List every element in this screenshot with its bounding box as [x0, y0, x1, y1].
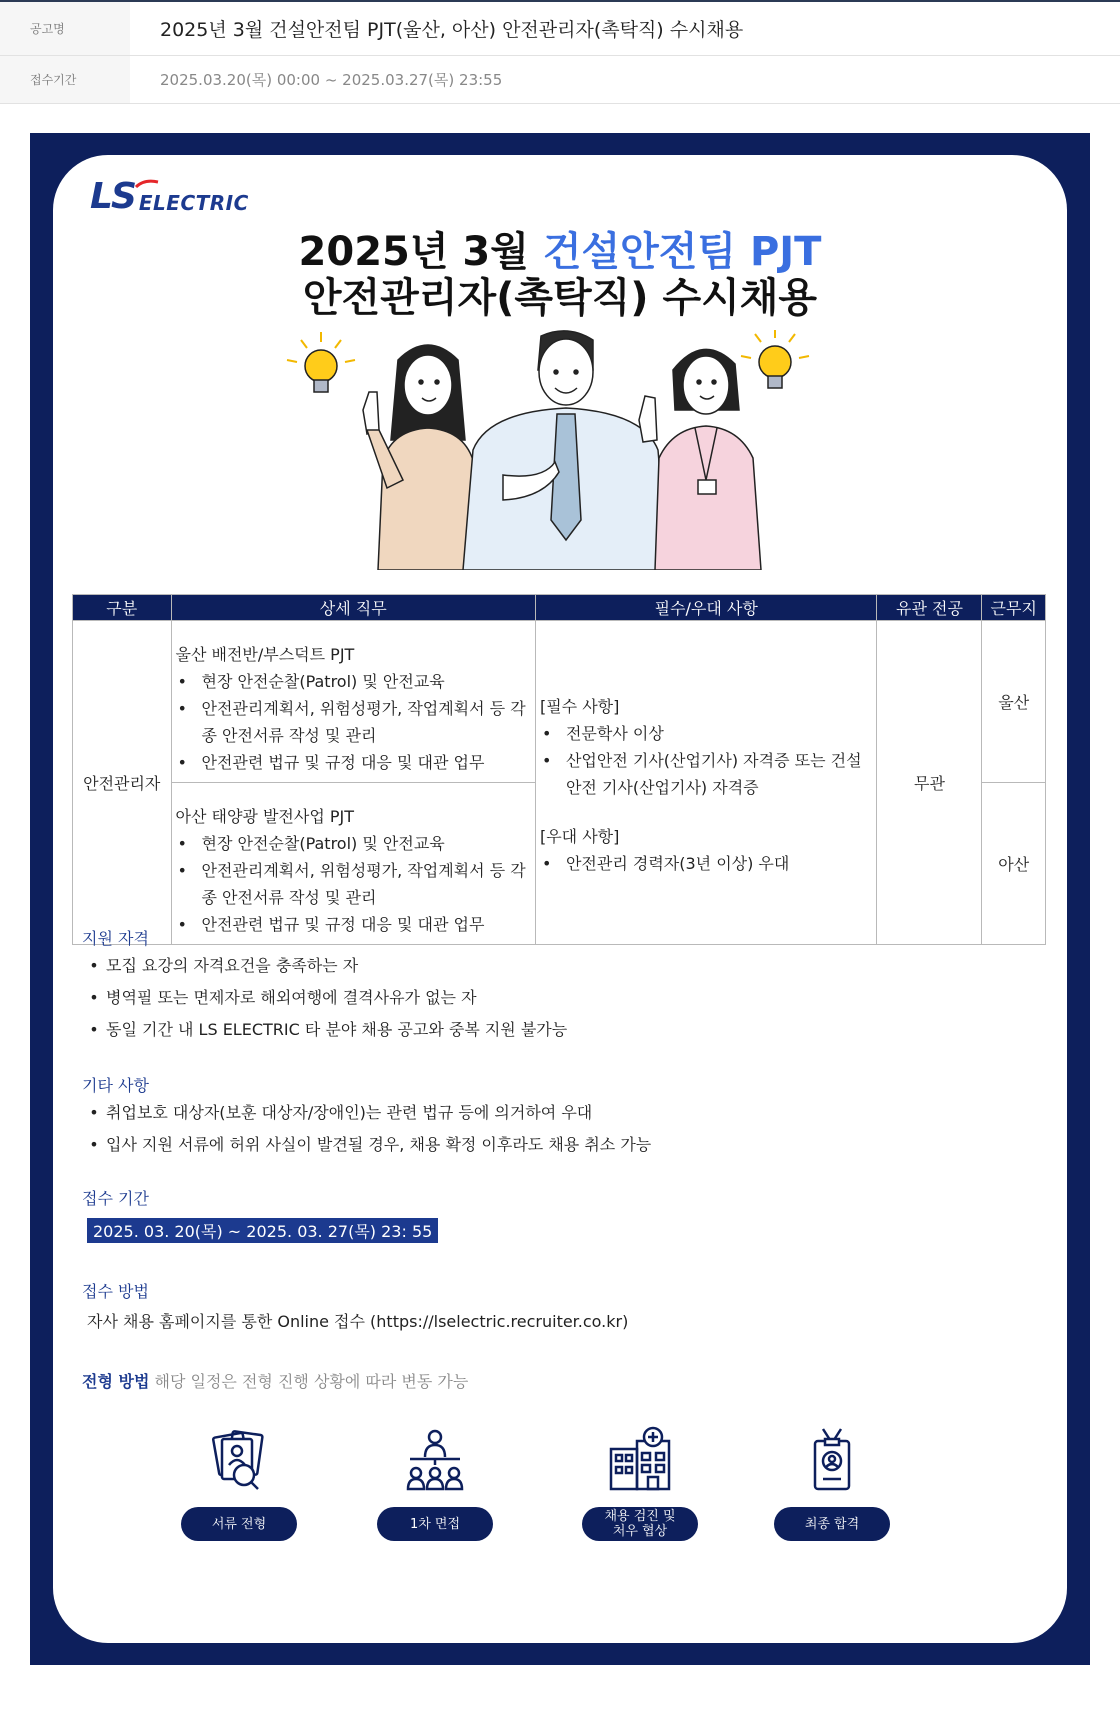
posting-title-row	[0, 2, 1120, 56]
headline-team: 건설안전팀 PJT	[542, 229, 822, 275]
logo-swoosh-icon	[134, 179, 160, 189]
step-label: 1차 면접	[377, 1507, 493, 1541]
location-cell-ulsan: 울산	[982, 621, 1046, 783]
duty-title: 울산 배전반/부스덕트 PJT	[175, 645, 355, 664]
selection-process-section	[82, 1369, 468, 1392]
major-cell: 무관	[877, 621, 982, 945]
header-category: 구분	[73, 595, 172, 621]
preferred-title: [우대 사항]	[539, 826, 620, 846]
poster-headline	[53, 229, 1067, 321]
posting-title: 2025년 3월 건설안전팀 PJT(울산, 아산) 안전관리자(촉탁직) 수시채용	[160, 19, 744, 41]
step-label: 채용 검진 및 처우 협상	[582, 1507, 698, 1541]
header-duties: 상세 직무	[171, 595, 535, 621]
duty-cell-ulsan	[171, 621, 535, 783]
application-method: 자사 채용 홈페이지를 통한 Online 접수 (https://lselectric.recruiter.co.kr)	[87, 1312, 629, 1331]
list-item: • 현장 안전순찰(Patrol) 및 안전교육	[177, 672, 445, 691]
qualifications-section	[82, 928, 567, 1046]
application-method-section	[82, 1281, 628, 1337]
process-step-final	[762, 1425, 902, 1541]
header-location: 근무지	[982, 595, 1046, 621]
posting-period: 2025.03.20(목) 00:00 ~ 2025.03.27(목) 23:55	[160, 71, 503, 89]
lightbulb-icon	[741, 330, 809, 388]
woman-left-figure	[363, 345, 479, 570]
process-note: 해당 일정은 전형 진행 상황에 따라 변동 가능	[154, 1372, 469, 1391]
list-item: • 안전관련 법규 및 규정 대응 및 대관 업무	[177, 753, 485, 772]
table-header-row	[73, 595, 1046, 621]
process-step-documents	[169, 1425, 309, 1541]
location-cell-asan: 아산	[982, 783, 1046, 945]
list-item: • 산업안전 기사(산업기사) 자격증 또는 건설안전 기사(산업기사) 자격증	[541, 750, 862, 797]
company-logo: LS ELECTRIC	[90, 176, 249, 217]
list-item: • 모집 요강의 자격요건을 충족하는 자	[89, 956, 359, 975]
step-label: 서류 전형	[181, 1507, 297, 1541]
list-item: • 동일 기간 내 LS ELECTRIC 타 분야 채용 공고와 중복 지원 불가능	[89, 1020, 568, 1039]
list-item: • 전문학사 이상	[541, 723, 664, 743]
section-title: 접수 기간	[82, 1189, 149, 1208]
id-badge-icon	[797, 1425, 867, 1495]
job-details-table	[72, 594, 1046, 945]
posting-period-row	[0, 56, 1120, 104]
list-item: • 안전관리계획서, 위험성평가, 작업계획서 등 각종 안전서류 작성 및 관리	[177, 861, 526, 907]
headline-position: 안전관리자(촉탁직) 수시채용	[302, 275, 818, 321]
list-item: • 안전관리계획서, 위험성평가, 작업계획서 등 각종 안전서류 작성 및 관리	[177, 699, 526, 745]
list-item: • 안전관련 법규 및 규정 대응 및 대관 업무	[177, 915, 485, 934]
header-requirements: 필수/우대 사항	[535, 595, 876, 621]
requirements-cell	[535, 621, 876, 945]
application-period-section	[82, 1188, 438, 1243]
document-icon	[204, 1425, 274, 1495]
process-step-interview	[365, 1425, 505, 1541]
step-label: 최종 합격	[774, 1507, 890, 1541]
list-item: • 취업보호 대상자(보훈 대상자/장애인)는 관련 법규 등에 의거하여 우대	[89, 1103, 593, 1122]
posting-period-label: 접수기간	[0, 56, 130, 103]
interview-icon	[400, 1425, 470, 1495]
poster-card	[53, 155, 1067, 1643]
process-step-health-check	[570, 1425, 710, 1541]
table-row	[73, 621, 1046, 783]
hospital-icon	[605, 1425, 675, 1495]
three-people-illustration	[283, 330, 843, 570]
list-item: • 병역필 또는 면제자로 해외여행에 결격사유가 없는 자	[89, 988, 477, 1007]
section-title: 전형 방법	[82, 1372, 150, 1391]
posting-title-label: 공고명	[0, 2, 130, 55]
headline-year: 2025년 3월	[298, 229, 543, 275]
etc-section	[82, 1075, 651, 1161]
category-cell: 안전관리자	[73, 621, 172, 945]
section-title: 접수 방법	[82, 1282, 149, 1301]
posting-info-table	[0, 0, 1120, 104]
application-period: 2025. 03. 20(목) ~ 2025. 03. 27(목) 23: 55	[87, 1218, 438, 1243]
section-title: 기타 사항	[82, 1076, 149, 1095]
duty-title: 아산 태양광 발전사업 PJT	[175, 807, 355, 826]
lightbulb-icon	[287, 332, 355, 392]
list-item: • 현장 안전순찰(Patrol) 및 안전교육	[177, 834, 445, 853]
duty-cell-asan	[171, 783, 535, 945]
section-title: 지원 자격	[82, 929, 149, 948]
required-title: [필수 사항]	[539, 696, 620, 716]
list-item: • 입사 지원 서류에 허위 사실이 발견될 경우, 채용 확정 이후라도 채용 취소 가능	[89, 1135, 652, 1154]
man-center-figure	[463, 331, 668, 570]
list-item: • 안전관리 경력자(3년 이상) 우대	[541, 853, 790, 873]
header-major: 유관 전공	[877, 595, 982, 621]
recruitment-poster	[30, 133, 1090, 1665]
